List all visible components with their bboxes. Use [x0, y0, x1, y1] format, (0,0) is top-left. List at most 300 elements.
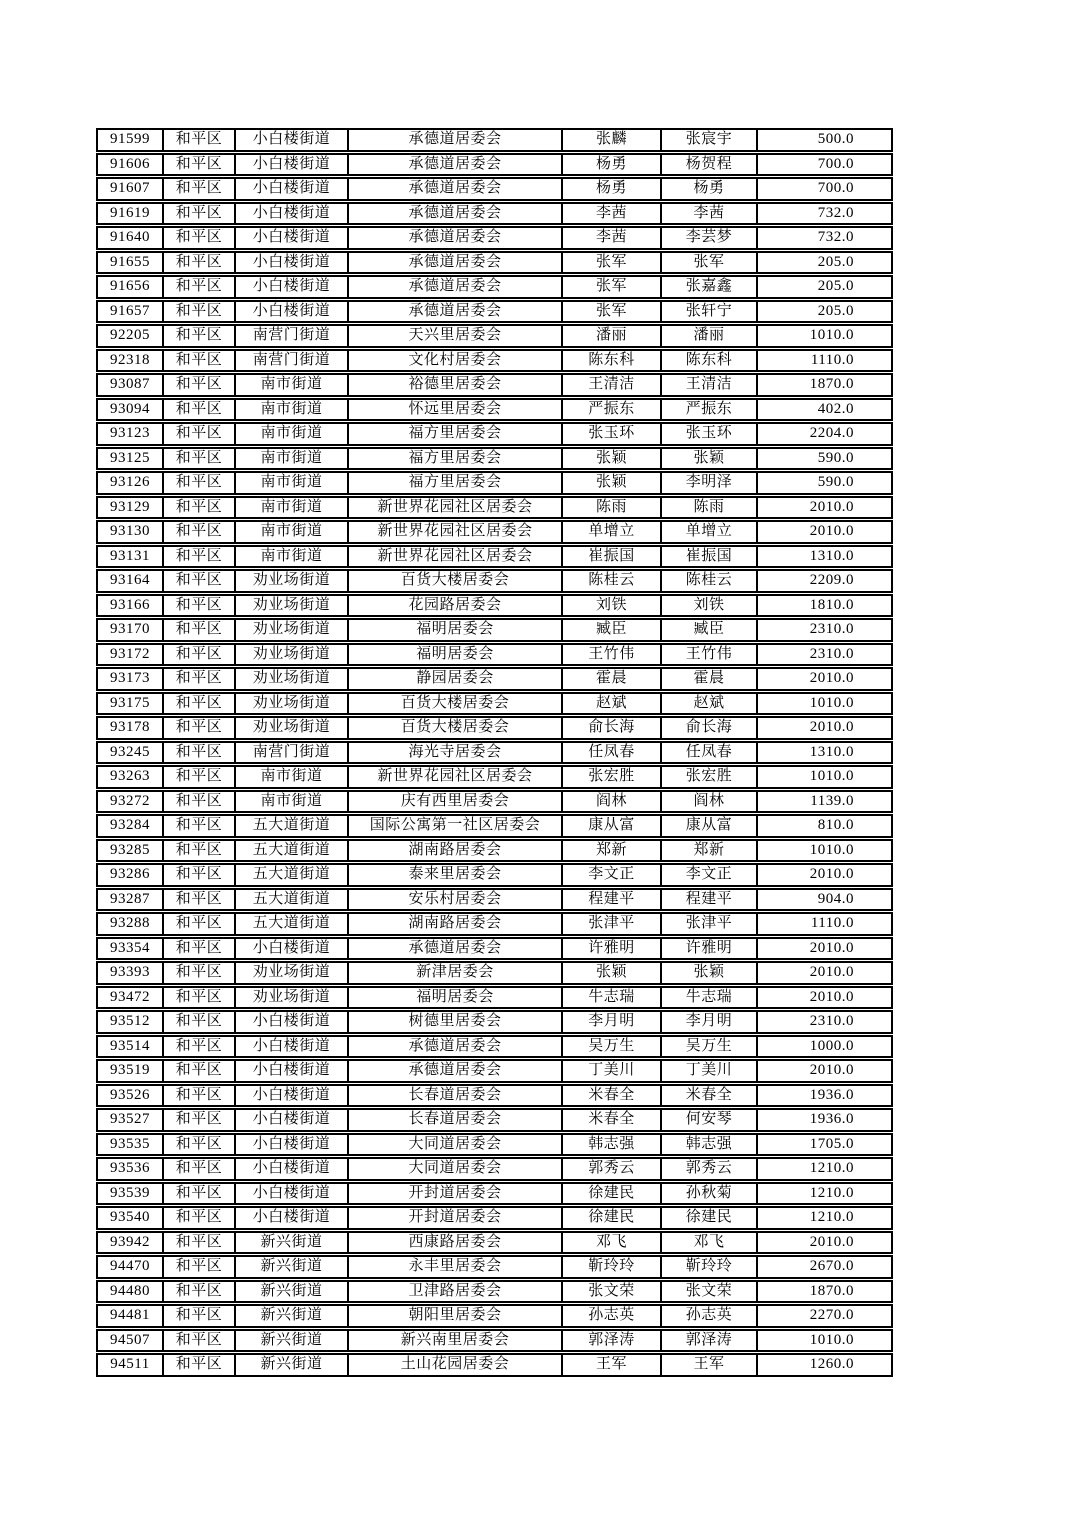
- cell-name_secondary: 陈东科: [660, 349, 756, 373]
- cell-district: 和平区: [162, 888, 234, 912]
- cell-committee: 新世界花园社区居委会: [347, 545, 561, 569]
- cell-district: 和平区: [162, 251, 234, 275]
- cell-street: 五大道街道: [234, 863, 347, 887]
- cell-name_primary: 王军: [561, 1353, 660, 1377]
- table-row: [96, 839, 893, 863]
- table-row: [96, 912, 893, 936]
- cell-district: 和平区: [162, 1010, 234, 1034]
- cell-committee: 福明居委会: [347, 986, 561, 1010]
- cell-name_secondary: 米春全: [660, 1084, 756, 1108]
- cell-name_secondary: 赵斌: [660, 692, 756, 716]
- cell-record_id: 93539: [96, 1182, 162, 1206]
- cell-committee: 庆有西里居委会: [347, 790, 561, 814]
- cell-record_id: 91606: [96, 153, 162, 177]
- cell-committee: 新世界花园社区居委会: [347, 496, 561, 520]
- cell-amount: 2010.0: [756, 520, 893, 544]
- cell-record_id: 93288: [96, 912, 162, 936]
- cell-record_id: 93285: [96, 839, 162, 863]
- cell-name_primary: 张军: [561, 251, 660, 275]
- cell-record_id: 94480: [96, 1280, 162, 1304]
- table-row: [96, 1133, 893, 1157]
- cell-record_id: 93527: [96, 1108, 162, 1132]
- cell-record_id: 94511: [96, 1353, 162, 1377]
- cell-committee: 大同道居委会: [347, 1133, 561, 1157]
- cell-street: 新兴街道: [234, 1280, 347, 1304]
- cell-record_id: 91656: [96, 275, 162, 299]
- cell-name_secondary: 阎林: [660, 790, 756, 814]
- cell-amount: 700.0: [756, 177, 893, 201]
- cell-district: 和平区: [162, 520, 234, 544]
- table-row: [96, 349, 893, 373]
- cell-name_primary: 杨勇: [561, 153, 660, 177]
- cell-name_secondary: 孙秋菊: [660, 1182, 756, 1206]
- cell-street: 劝业场街道: [234, 961, 347, 985]
- cell-record_id: 93540: [96, 1206, 162, 1230]
- cell-street: 五大道街道: [234, 888, 347, 912]
- cell-record_id: 93173: [96, 667, 162, 691]
- cell-street: 南市街道: [234, 422, 347, 446]
- cell-committee: 承德道居委会: [347, 153, 561, 177]
- cell-committee: 承德道居委会: [347, 300, 561, 324]
- cell-name_primary: 张颖: [561, 447, 660, 471]
- table-row: [96, 618, 893, 642]
- cell-name_primary: 张玉环: [561, 422, 660, 446]
- cell-district: 和平区: [162, 1206, 234, 1230]
- cell-record_id: 91640: [96, 226, 162, 250]
- cell-amount: 1310.0: [756, 545, 893, 569]
- cell-district: 和平区: [162, 1108, 234, 1132]
- table-row: [96, 1157, 893, 1181]
- cell-record_id: 91655: [96, 251, 162, 275]
- cell-committee: 静园居委会: [347, 667, 561, 691]
- cell-name_secondary: 严振东: [660, 398, 756, 422]
- cell-name_secondary: 陈桂云: [660, 569, 756, 593]
- cell-name_primary: 杨勇: [561, 177, 660, 201]
- table-row: [96, 202, 893, 226]
- table-row: [96, 422, 893, 446]
- cell-amount: 2010.0: [756, 1059, 893, 1083]
- cell-street: 南市街道: [234, 373, 347, 397]
- cell-record_id: 93514: [96, 1035, 162, 1059]
- cell-district: 和平区: [162, 1182, 234, 1206]
- cell-name_secondary: 张宏胜: [660, 765, 756, 789]
- cell-district: 和平区: [162, 202, 234, 226]
- cell-amount: 590.0: [756, 447, 893, 471]
- cell-name_secondary: 崔振国: [660, 545, 756, 569]
- cell-record_id: 93284: [96, 814, 162, 838]
- table-row: [96, 226, 893, 250]
- cell-committee: 承德道居委会: [347, 251, 561, 275]
- cell-name_secondary: 王清洁: [660, 373, 756, 397]
- cell-committee: 裕德里居委会: [347, 373, 561, 397]
- cell-name_secondary: 吴万生: [660, 1035, 756, 1059]
- cell-record_id: 93131: [96, 545, 162, 569]
- cell-record_id: 91607: [96, 177, 162, 201]
- cell-district: 和平区: [162, 765, 234, 789]
- table-row: [96, 496, 893, 520]
- cell-district: 和平区: [162, 986, 234, 1010]
- cell-committee: 承德道居委会: [347, 1059, 561, 1083]
- cell-record_id: 93164: [96, 569, 162, 593]
- cell-street: 劝业场街道: [234, 643, 347, 667]
- cell-name_primary: 邓飞: [561, 1231, 660, 1255]
- cell-name_secondary: 李茜: [660, 202, 756, 226]
- cell-street: 小白楼街道: [234, 1010, 347, 1034]
- cell-committee: 新兴南里居委会: [347, 1329, 561, 1353]
- cell-district: 和平区: [162, 1231, 234, 1255]
- cell-street: 小白楼街道: [234, 177, 347, 201]
- cell-name_primary: 臧臣: [561, 618, 660, 642]
- cell-district: 和平区: [162, 618, 234, 642]
- cell-amount: 402.0: [756, 398, 893, 422]
- cell-name_primary: 靳玲玲: [561, 1255, 660, 1279]
- table-row: [96, 1304, 893, 1328]
- cell-name_secondary: 杨勇: [660, 177, 756, 201]
- cell-name_secondary: 郭泽涛: [660, 1329, 756, 1353]
- table-row: [96, 1280, 893, 1304]
- cell-district: 和平区: [162, 128, 234, 152]
- cell-name_primary: 吴万生: [561, 1035, 660, 1059]
- cell-district: 和平区: [162, 1084, 234, 1108]
- cell-district: 和平区: [162, 643, 234, 667]
- cell-district: 和平区: [162, 814, 234, 838]
- cell-street: 小白楼街道: [234, 202, 347, 226]
- cell-amount: 2310.0: [756, 618, 893, 642]
- cell-committee: 新世界花园社区居委会: [347, 520, 561, 544]
- cell-committee: 土山花园居委会: [347, 1353, 561, 1377]
- cell-district: 和平区: [162, 177, 234, 201]
- cell-name_secondary: 任凤春: [660, 741, 756, 765]
- cell-district: 和平区: [162, 1059, 234, 1083]
- cell-record_id: 91599: [96, 128, 162, 152]
- table-row: [96, 1329, 893, 1353]
- cell-street: 小白楼街道: [234, 1108, 347, 1132]
- cell-street: 南市街道: [234, 790, 347, 814]
- cell-amount: 1010.0: [756, 324, 893, 348]
- cell-district: 和平区: [162, 398, 234, 422]
- cell-committee: 安乐村居委会: [347, 888, 561, 912]
- cell-amount: 904.0: [756, 888, 893, 912]
- table-row: [96, 1255, 893, 1279]
- cell-record_id: 93526: [96, 1084, 162, 1108]
- cell-amount: 2010.0: [756, 716, 893, 740]
- cell-amount: 1000.0: [756, 1035, 893, 1059]
- cell-amount: 1139.0: [756, 790, 893, 814]
- cell-committee: 永丰里居委会: [347, 1255, 561, 1279]
- table-row: [96, 1108, 893, 1132]
- cell-street: 新兴街道: [234, 1231, 347, 1255]
- cell-amount: 1110.0: [756, 349, 893, 373]
- cell-name_primary: 陈东科: [561, 349, 660, 373]
- cell-street: 南营门街道: [234, 324, 347, 348]
- cell-name_secondary: 张军: [660, 251, 756, 275]
- cell-street: 南市街道: [234, 545, 347, 569]
- cell-amount: 2204.0: [756, 422, 893, 446]
- cell-amount: 2010.0: [756, 1231, 893, 1255]
- cell-name_secondary: 李月明: [660, 1010, 756, 1034]
- cell-record_id: 93245: [96, 741, 162, 765]
- cell-record_id: 94507: [96, 1329, 162, 1353]
- cell-street: 南市街道: [234, 520, 347, 544]
- cell-record_id: 93094: [96, 398, 162, 422]
- cell-committee: 新津居委会: [347, 961, 561, 985]
- cell-name_primary: 单增立: [561, 520, 660, 544]
- cell-name_primary: 郭泽涛: [561, 1329, 660, 1353]
- cell-amount: 1210.0: [756, 1182, 893, 1206]
- cell-name_primary: 张文荣: [561, 1280, 660, 1304]
- cell-amount: 1110.0: [756, 912, 893, 936]
- cell-amount: 1210.0: [756, 1206, 893, 1230]
- cell-amount: 1936.0: [756, 1084, 893, 1108]
- cell-record_id: 93512: [96, 1010, 162, 1034]
- cell-name_primary: 霍晨: [561, 667, 660, 691]
- cell-name_primary: 孙志英: [561, 1304, 660, 1328]
- cell-committee: 福方里居委会: [347, 447, 561, 471]
- table-row: [96, 863, 893, 887]
- cell-amount: 500.0: [756, 128, 893, 152]
- cell-committee: 百货大楼居委会: [347, 569, 561, 593]
- cell-committee: 湖南路居委会: [347, 912, 561, 936]
- cell-district: 和平区: [162, 471, 234, 495]
- cell-district: 和平区: [162, 863, 234, 887]
- cell-street: 南市街道: [234, 496, 347, 520]
- cell-record_id: 94470: [96, 1255, 162, 1279]
- cell-name_secondary: 王军: [660, 1353, 756, 1377]
- cell-name_primary: 潘丽: [561, 324, 660, 348]
- cell-street: 小白楼街道: [234, 153, 347, 177]
- cell-district: 和平区: [162, 1353, 234, 1377]
- table-row: [96, 153, 893, 177]
- cell-record_id: 93123: [96, 422, 162, 446]
- cell-amount: 1870.0: [756, 1280, 893, 1304]
- cell-committee: 长春道居委会: [347, 1108, 561, 1132]
- table-row: [96, 471, 893, 495]
- table-row: [96, 300, 893, 324]
- cell-district: 和平区: [162, 790, 234, 814]
- cell-amount: 590.0: [756, 471, 893, 495]
- cell-street: 劝业场街道: [234, 618, 347, 642]
- cell-record_id: 92318: [96, 349, 162, 373]
- cell-committee: 长春道居委会: [347, 1084, 561, 1108]
- cell-street: 南市街道: [234, 398, 347, 422]
- table-row: [96, 716, 893, 740]
- cell-amount: 2010.0: [756, 667, 893, 691]
- cell-record_id: 93087: [96, 373, 162, 397]
- table-row: [96, 447, 893, 471]
- cell-amount: 2010.0: [756, 937, 893, 961]
- cell-record_id: 93175: [96, 692, 162, 716]
- cell-name_secondary: 丁美川: [660, 1059, 756, 1083]
- cell-name_secondary: 张宸宇: [660, 128, 756, 152]
- cell-committee: 湖南路居委会: [347, 839, 561, 863]
- cell-district: 和平区: [162, 226, 234, 250]
- cell-record_id: 93519: [96, 1059, 162, 1083]
- cell-district: 和平区: [162, 1035, 234, 1059]
- cell-district: 和平区: [162, 1304, 234, 1328]
- cell-name_primary: 张津平: [561, 912, 660, 936]
- cell-street: 小白楼街道: [234, 1084, 347, 1108]
- cell-street: 劝业场街道: [234, 986, 347, 1010]
- cell-committee: 福方里居委会: [347, 471, 561, 495]
- cell-record_id: 93286: [96, 863, 162, 887]
- cell-committee: 树德里居委会: [347, 1010, 561, 1034]
- cell-amount: 2670.0: [756, 1255, 893, 1279]
- cell-district: 和平区: [162, 496, 234, 520]
- cell-committee: 福明居委会: [347, 643, 561, 667]
- cell-district: 和平区: [162, 1133, 234, 1157]
- table-row: [96, 569, 893, 593]
- cell-committee: 天兴里居委会: [347, 324, 561, 348]
- cell-name_secondary: 王竹伟: [660, 643, 756, 667]
- cell-name_secondary: 牛志瑞: [660, 986, 756, 1010]
- cell-district: 和平区: [162, 324, 234, 348]
- table-row: [96, 545, 893, 569]
- cell-committee: 福明居委会: [347, 618, 561, 642]
- cell-name_primary: 郑新: [561, 839, 660, 863]
- cell-committee: 承德道居委会: [347, 202, 561, 226]
- cell-name_secondary: 臧臣: [660, 618, 756, 642]
- cell-district: 和平区: [162, 667, 234, 691]
- cell-street: 五大道街道: [234, 814, 347, 838]
- cell-amount: 1010.0: [756, 765, 893, 789]
- cell-name_primary: 李茜: [561, 226, 660, 250]
- cell-amount: 2310.0: [756, 1010, 893, 1034]
- cell-name_primary: 韩志强: [561, 1133, 660, 1157]
- cell-street: 小白楼街道: [234, 251, 347, 275]
- cell-name_primary: 严振东: [561, 398, 660, 422]
- cell-name_primary: 丁美川: [561, 1059, 660, 1083]
- cell-record_id: 93172: [96, 643, 162, 667]
- cell-street: 南市街道: [234, 765, 347, 789]
- cell-record_id: 93272: [96, 790, 162, 814]
- cell-name_primary: 俞长海: [561, 716, 660, 740]
- cell-committee: 承德道居委会: [347, 1035, 561, 1059]
- table-row: [96, 594, 893, 618]
- cell-street: 小白楼街道: [234, 1059, 347, 1083]
- table-row: [96, 667, 893, 691]
- cell-committee: 朝阳里居委会: [347, 1304, 561, 1328]
- cell-committee: 开封道居委会: [347, 1206, 561, 1230]
- cell-record_id: 92205: [96, 324, 162, 348]
- table-row: [96, 643, 893, 667]
- cell-committee: 承德道居委会: [347, 226, 561, 250]
- cell-district: 和平区: [162, 1157, 234, 1181]
- table-row: [96, 765, 893, 789]
- cell-amount: 2010.0: [756, 863, 893, 887]
- table-row: [96, 1231, 893, 1255]
- cell-name_secondary: 康从富: [660, 814, 756, 838]
- cell-district: 和平区: [162, 275, 234, 299]
- table-row: [96, 373, 893, 397]
- cell-committee: 国际公寓第一社区居委会: [347, 814, 561, 838]
- table-row: [96, 1182, 893, 1206]
- cell-name_secondary: 张津平: [660, 912, 756, 936]
- cell-amount: 205.0: [756, 275, 893, 299]
- cell-district: 和平区: [162, 961, 234, 985]
- cell-name_primary: 王竹伟: [561, 643, 660, 667]
- cell-district: 和平区: [162, 1280, 234, 1304]
- residents-table: [96, 128, 893, 1378]
- cell-name_primary: 李茜: [561, 202, 660, 226]
- cell-name_secondary: 李文正: [660, 863, 756, 887]
- cell-name_secondary: 潘丽: [660, 324, 756, 348]
- table-row: [96, 1010, 893, 1034]
- cell-committee: 西康路居委会: [347, 1231, 561, 1255]
- cell-amount: 2010.0: [756, 496, 893, 520]
- cell-record_id: 93166: [96, 594, 162, 618]
- cell-name_secondary: 张颖: [660, 961, 756, 985]
- cell-record_id: 93535: [96, 1133, 162, 1157]
- cell-name_primary: 张军: [561, 275, 660, 299]
- cell-district: 和平区: [162, 692, 234, 716]
- cell-committee: 新世界花园社区居委会: [347, 765, 561, 789]
- table-row: [96, 275, 893, 299]
- cell-amount: 732.0: [756, 226, 893, 250]
- cell-name_secondary: 张文荣: [660, 1280, 756, 1304]
- cell-record_id: 94481: [96, 1304, 162, 1328]
- cell-name_secondary: 郭秀云: [660, 1157, 756, 1181]
- cell-district: 和平区: [162, 545, 234, 569]
- cell-name_primary: 张颖: [561, 961, 660, 985]
- cell-amount: 205.0: [756, 251, 893, 275]
- table-row: [96, 398, 893, 422]
- cell-name_secondary: 张玉环: [660, 422, 756, 446]
- cell-name_secondary: 刘铁: [660, 594, 756, 618]
- cell-name_primary: 徐建民: [561, 1182, 660, 1206]
- table-row: [96, 692, 893, 716]
- cell-district: 和平区: [162, 447, 234, 471]
- cell-record_id: 93170: [96, 618, 162, 642]
- cell-name_primary: 米春全: [561, 1084, 660, 1108]
- table-row: [96, 986, 893, 1010]
- cell-committee: 泰来里居委会: [347, 863, 561, 887]
- cell-record_id: 93942: [96, 1231, 162, 1255]
- cell-name_secondary: 李明泽: [660, 471, 756, 495]
- cell-street: 劝业场街道: [234, 569, 347, 593]
- cell-amount: 2010.0: [756, 986, 893, 1010]
- cell-district: 和平区: [162, 912, 234, 936]
- cell-street: 劝业场街道: [234, 594, 347, 618]
- cell-district: 和平区: [162, 300, 234, 324]
- cell-name_primary: 郭秀云: [561, 1157, 660, 1181]
- cell-amount: 732.0: [756, 202, 893, 226]
- cell-record_id: 93354: [96, 937, 162, 961]
- table-row: [96, 1353, 893, 1377]
- cell-street: 新兴街道: [234, 1353, 347, 1377]
- table-row: [96, 937, 893, 961]
- cell-amount: 1870.0: [756, 373, 893, 397]
- cell-district: 和平区: [162, 594, 234, 618]
- cell-amount: 205.0: [756, 300, 893, 324]
- cell-name_secondary: 靳玲玲: [660, 1255, 756, 1279]
- table-row: [96, 814, 893, 838]
- cell-amount: 1260.0: [756, 1353, 893, 1377]
- table-row: [96, 1084, 893, 1108]
- cell-amount: 700.0: [756, 153, 893, 177]
- table-row: [96, 128, 893, 152]
- cell-committee: 福方里居委会: [347, 422, 561, 446]
- cell-district: 和平区: [162, 937, 234, 961]
- cell-name_secondary: 陈雨: [660, 496, 756, 520]
- cell-street: 南市街道: [234, 471, 347, 495]
- cell-name_secondary: 韩志强: [660, 1133, 756, 1157]
- cell-district: 和平区: [162, 153, 234, 177]
- cell-amount: 1705.0: [756, 1133, 893, 1157]
- cell-committee: 承德道居委会: [347, 128, 561, 152]
- cell-district: 和平区: [162, 839, 234, 863]
- cell-name_secondary: 霍晨: [660, 667, 756, 691]
- cell-committee: 开封道居委会: [347, 1182, 561, 1206]
